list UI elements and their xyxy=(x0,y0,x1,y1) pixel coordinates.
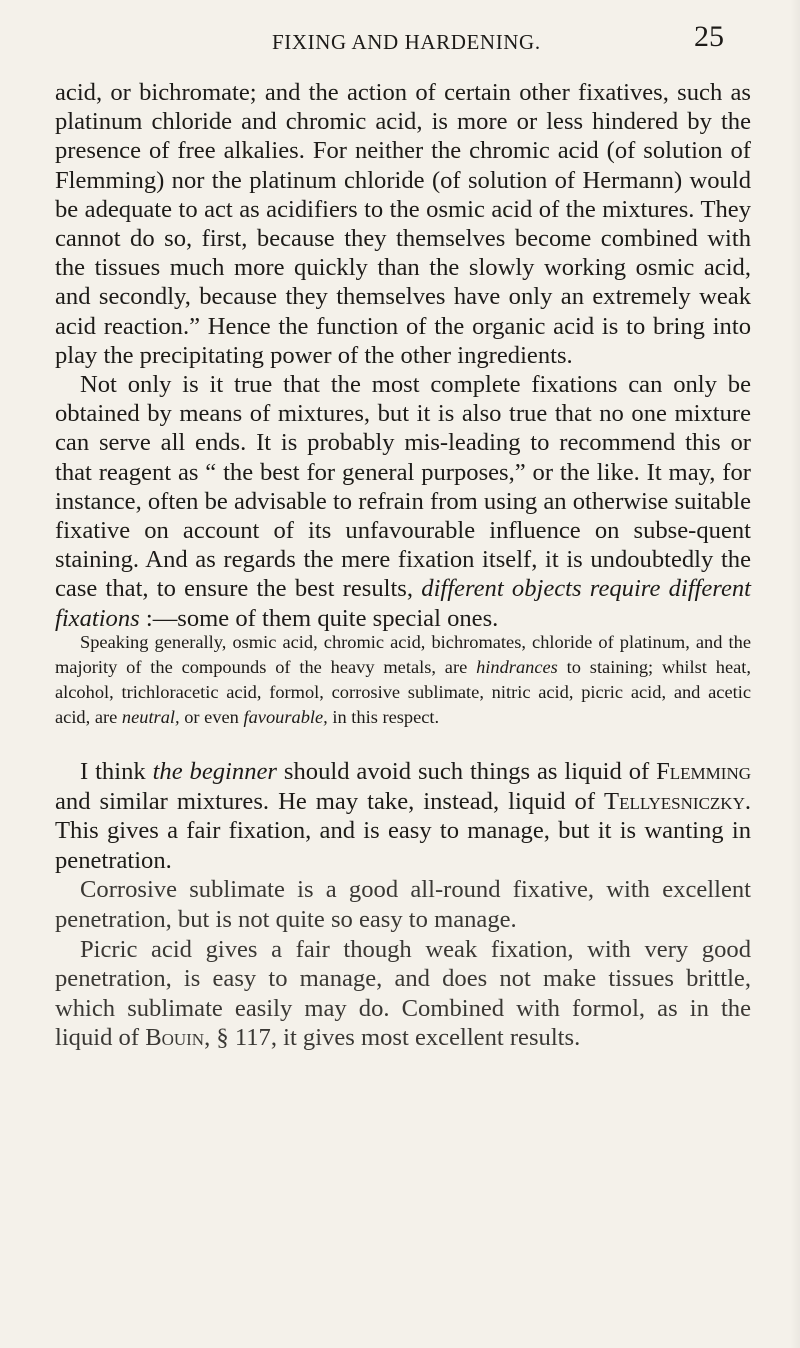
footnote-text: Speaking generally, osmic acid, chromic acid, bichromates, chloride of platinum, and the majority of the compounds of the heavy metals, are xyxy=(55,632,751,677)
paragraph-text: and similar mixtures. He may take, instead, liquid of xyxy=(55,787,596,815)
paragraph-sublimate xyxy=(55,875,751,934)
footnote-text: in this respect. xyxy=(332,707,440,727)
page-header xyxy=(0,20,800,60)
author-name: Tellyesniczky. xyxy=(604,787,751,815)
emphasis-text: hindrances xyxy=(476,657,558,677)
emphasis-text: favourable, xyxy=(243,707,328,727)
paragraph-continued xyxy=(55,78,751,370)
paragraph-text: acid, or bichromate; and the action of certain other fixatives, such as platinum chloride and chromic acid, is more or less hindered by the presence of free alkalies. For neither the chromic acid (of solution of Flemming) nor the platinum chloride (of solution of Hermann) would be adequate to act as acidifiers to the osmic acid of the mixtures. They cannot do so, first, because they themselves become combined with the tissues much more quickly than the slowly working osmic acid, and secondly, because they themselves have only an extremely weak acid reaction.” Hence the function of the organic acid is to bring into play the precipitating power of the other ingredients. xyxy=(55,79,751,369)
footnote-block xyxy=(55,630,751,730)
author-name: Flemming xyxy=(656,758,752,785)
page-number: 25 xyxy=(694,20,724,53)
page-edge xyxy=(790,0,800,1348)
paragraph-text: Corrosive sublimate is a good all-round fixative, with excellent penetration, but is not quite so easy to manage. xyxy=(55,876,751,933)
paragraph-text: should avoid such things as liquid of xyxy=(283,758,650,785)
footnote-text: to staining; whilst heat, alcohol, trichloracetic acid, formol, corrosive sublimate, nitric acid, picric acid, and acetic acid, are xyxy=(55,657,751,727)
paragraph-text: Not only is it true that the most complete fixations can only be obtained by means of mixtures, but it is also true that no one mixture can serve all ends. It is probably mis-leading to recommend this or that reagent as “ the best for general purposes,” or the like. It may, for instance, often be advisable to refrain from using an otherwise suitable fixative on account of its unfavourable influence on subse-quent staining. And as regards the mere fixation itself, it is undoubtedly the case that, to ensure the best results, xyxy=(55,371,751,603)
footnote-text: or even xyxy=(184,707,239,727)
paragraph-text: :—some of them quite special ones. xyxy=(145,604,499,632)
emphasis-text: different objects require different fixations xyxy=(55,575,752,632)
main-text-lower xyxy=(55,757,751,1053)
paragraph-picric xyxy=(55,935,751,1053)
paragraph-text: I think xyxy=(80,758,146,785)
paragraph-text: Picric acid gives a fair though weak fixation, with very good penetration, is easy to manage, and does not make tissues brittle, which sublimate easily may do. Combined with formol, as in the liquid of xyxy=(55,935,751,1052)
footnote-paragraph xyxy=(55,630,751,730)
main-text xyxy=(55,78,751,633)
paragraph-text: This gives a fair fixation, and is easy to manage, but it is wanting in penetration. xyxy=(55,817,751,874)
paragraph-text: § 117, it gives most excellent results. xyxy=(216,1024,581,1052)
author-name: Bouin, xyxy=(145,1024,211,1052)
running-head: FIXING AND HARDENING. xyxy=(272,30,541,54)
paragraph-beginner xyxy=(55,757,751,875)
paragraph-mixtures xyxy=(55,370,751,633)
emphasis-text: the beginner xyxy=(152,758,277,785)
emphasis-text: neutral, xyxy=(121,707,180,727)
